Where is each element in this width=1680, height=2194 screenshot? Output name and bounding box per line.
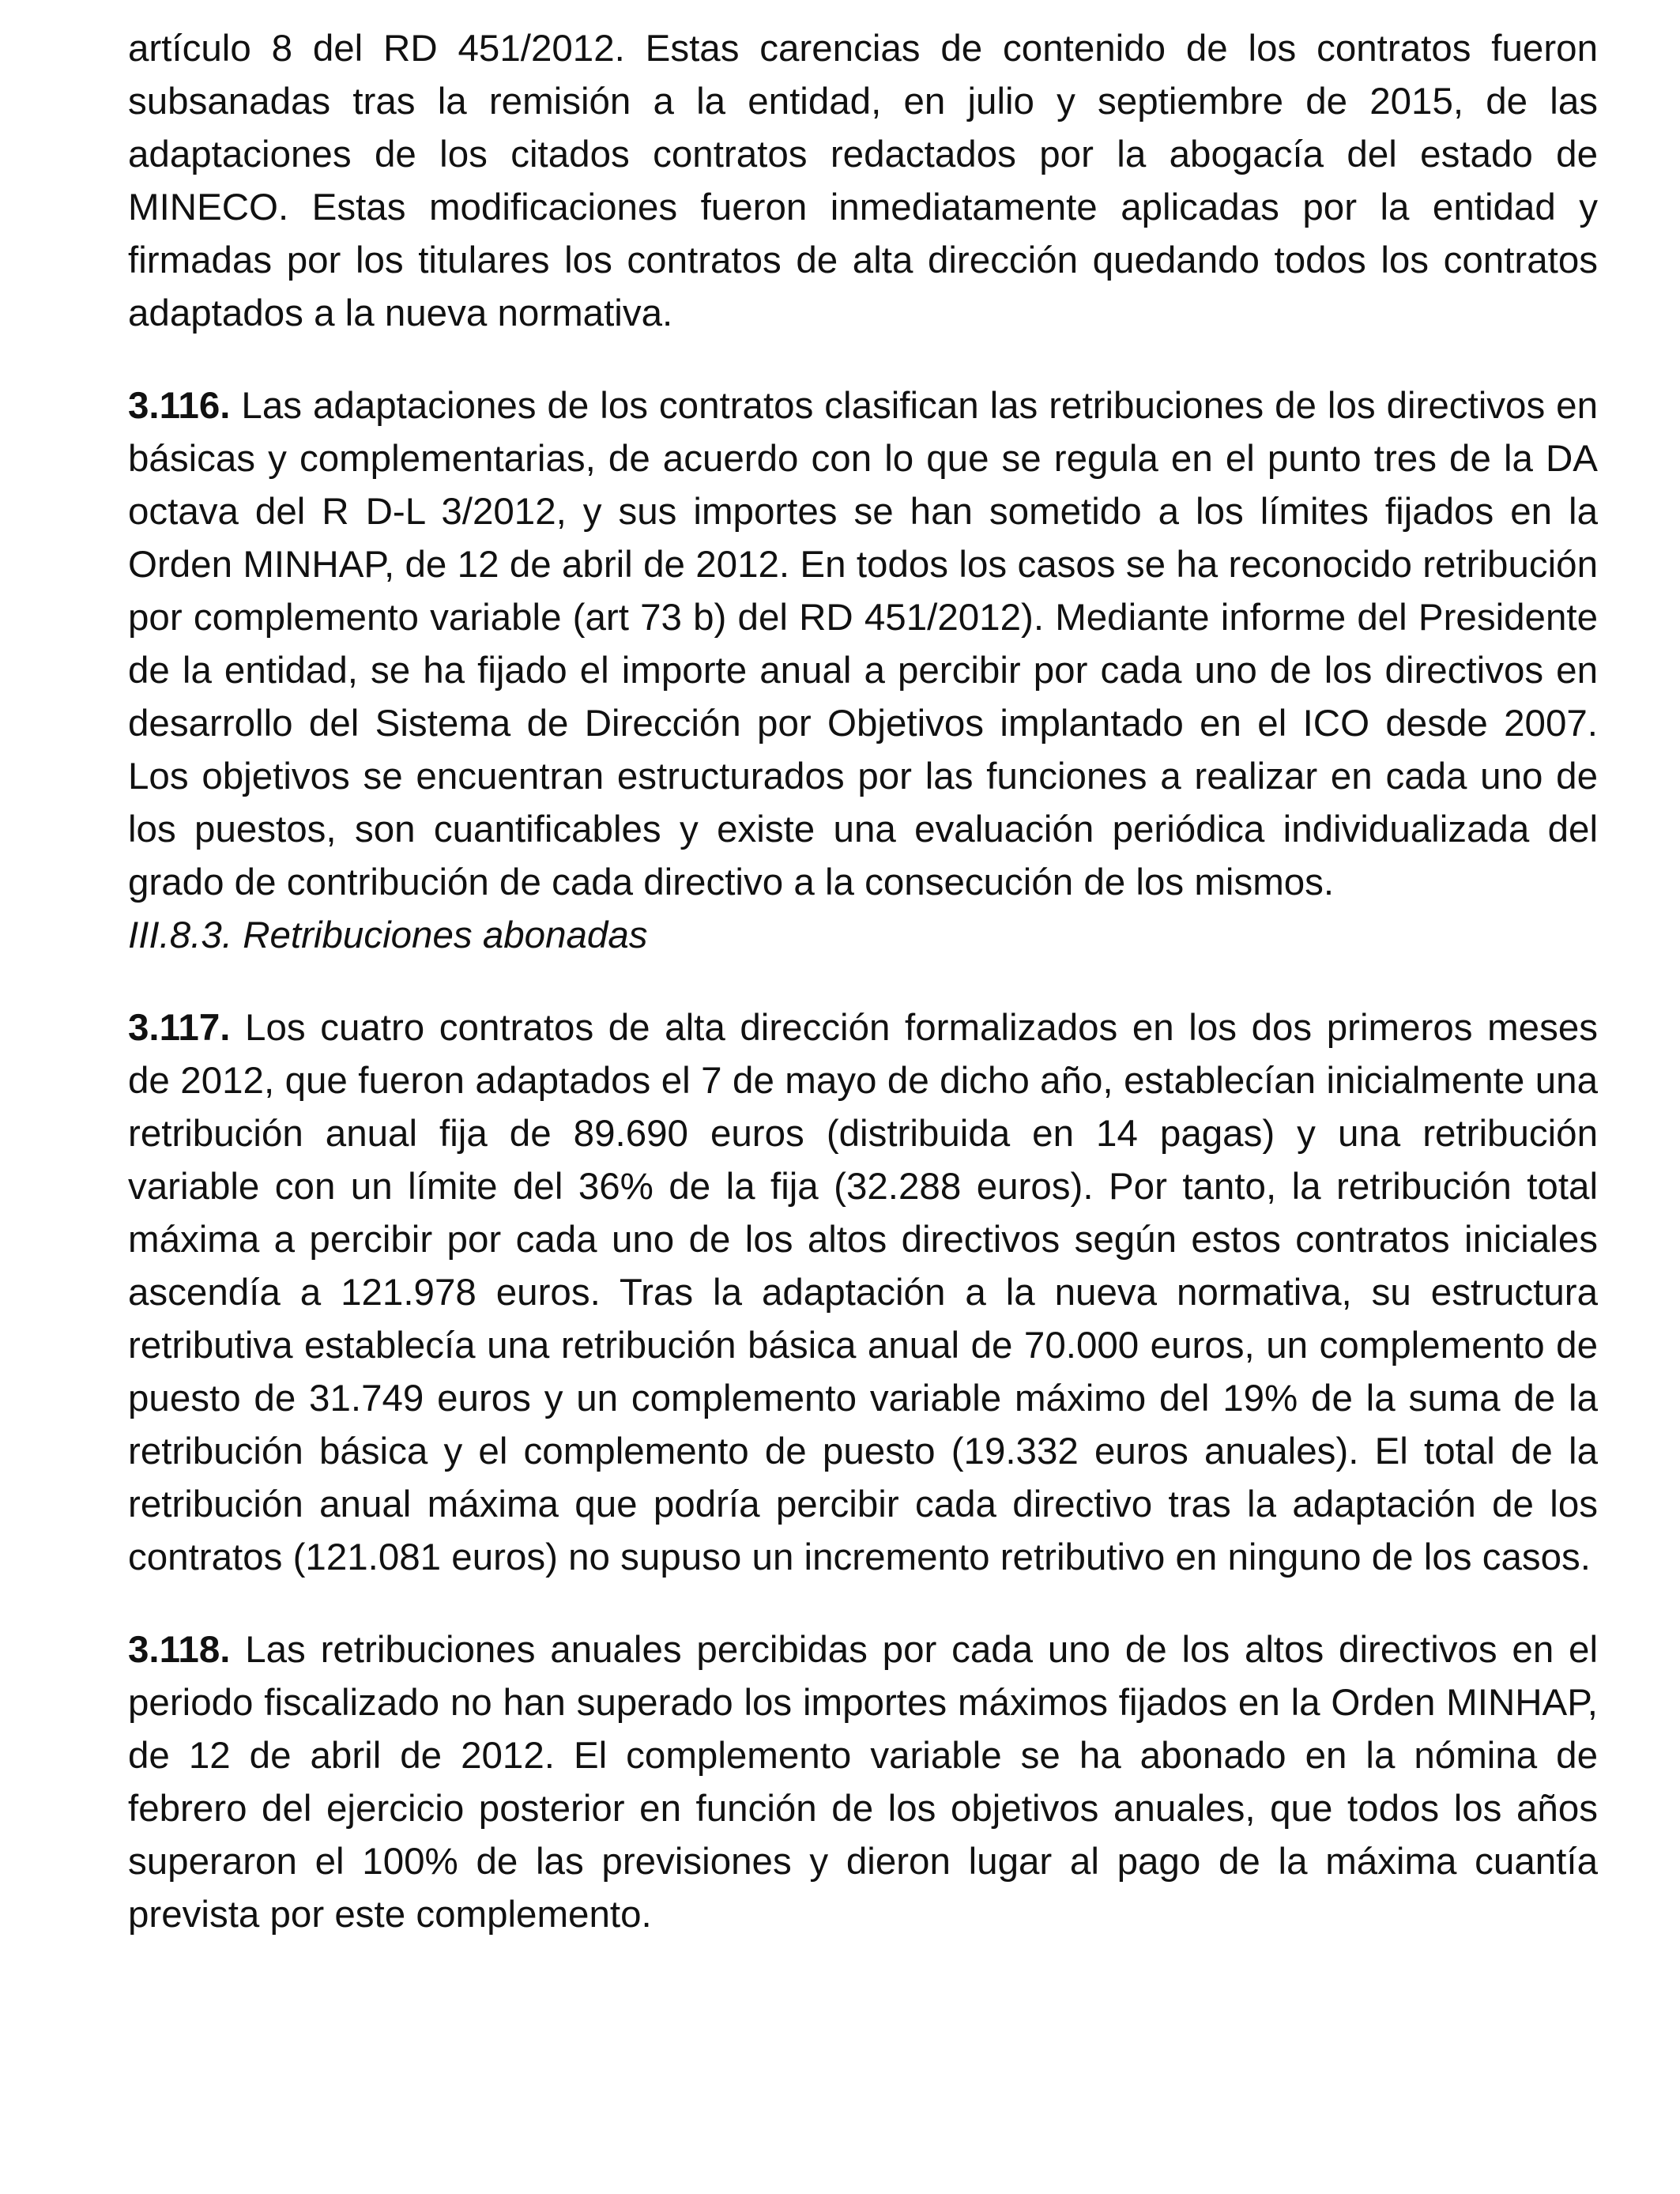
paragraph-number: 3.118.	[128, 1629, 231, 1671]
paragraph-3-117	[128, 1001, 1598, 1584]
paragraph-text: Las retribuciones anuales percibidas por cada uno de los altos directivos en el periodo fiscalizado no han superado los importes máximos fijados en la Orden MINHAP, de 12 de abril de 2012. El complemento variable se ha abonado en la nómina de febrero del ejercicio posterior en función de los objetivos anuales, que todos los años superaron el 100% de las previsiones y dieron lugar al pago de la máxima cuantía prevista por este complemento.	[128, 1629, 1598, 1936]
section-heading: III.8.3. Retribuciones abonadas	[128, 914, 648, 956]
paragraph-intro	[128, 22, 1598, 340]
paragraph-intro-text: artículo 8 del RD 451/2012. Estas carencias de contenido de los contratos fueron subsanadas tras la remisión a la entidad, en julio y septiembre de 2015, de las adaptaciones de los citados contratos redactados por la abogacía del estado de MINECO. Estas modificaciones fueron inmediatamente aplicadas por la entidad y firmadas por los titulares los contratos de alta dirección quedando todos los contratos adaptados a la nueva normativa.	[128, 28, 1598, 334]
document-page	[128, 22, 1598, 1941]
paragraph-text: Las adaptaciones de los contratos clasifican las retribuciones de los directivos en básicas y complementarias, de acuerdo con lo que se regula en el punto tres de la DA octava del R D-L 3/2012, y sus importes se han sometido a los límites fijados en la Orden MINHAP, de 12 de abril de 2012. En todos los casos se ha reconocido retribución por complemento variable (art 73 b) del RD 451/2012). Mediante informe del Presidente de la entidad, se ha fijado el importe anual a percibir por cada uno de los directivos en desarrollo del Sistema de Dirección por Objetivos implantado en el ICO desde 2007. Los objetivos se encuentran estructurados por las funciones a realizar en cada uno de los puestos, son cuantificables y existe una evaluación periódica individualizada del grado de contribución de cada directivo a la consecución de los mismos.	[128, 385, 1598, 903]
paragraph-number: 3.116.	[128, 385, 231, 427]
paragraph-3-116	[128, 379, 1598, 909]
paragraph-3-118	[128, 1623, 1598, 1941]
paragraph-text: Los cuatro contratos de alta dirección formalizados en los dos primeros meses de 2012, que fueron adaptados el 7 de mayo de dicho año, establecían inicialmente una retribución anual fija de 89.690 euros (distribuida en 14 pagas) y una retribución variable con un límite del 36% de la fija (32.288 euros). Por tanto, la retribución total máxima a percibir por cada uno de los altos directivos según estos contratos iniciales ascendía a 121.978 euros. Tras la adaptación a la nueva normativa, su estructura retributiva establecía una retribución básica anual de 70.000 euros, un complemento de puesto de 31.749 euros y un complemento variable máximo del 19% de la suma de la retribución básica y el complemento de puesto (19.332 euros anuales). El total de la retribución anual máxima que podría percibir cada directivo tras la adaptación de los contratos (121.081 euros) no supuso un incremento retributivo en ninguno de los casos.	[128, 1007, 1598, 1578]
paragraph-number: 3.117.	[128, 1007, 231, 1049]
